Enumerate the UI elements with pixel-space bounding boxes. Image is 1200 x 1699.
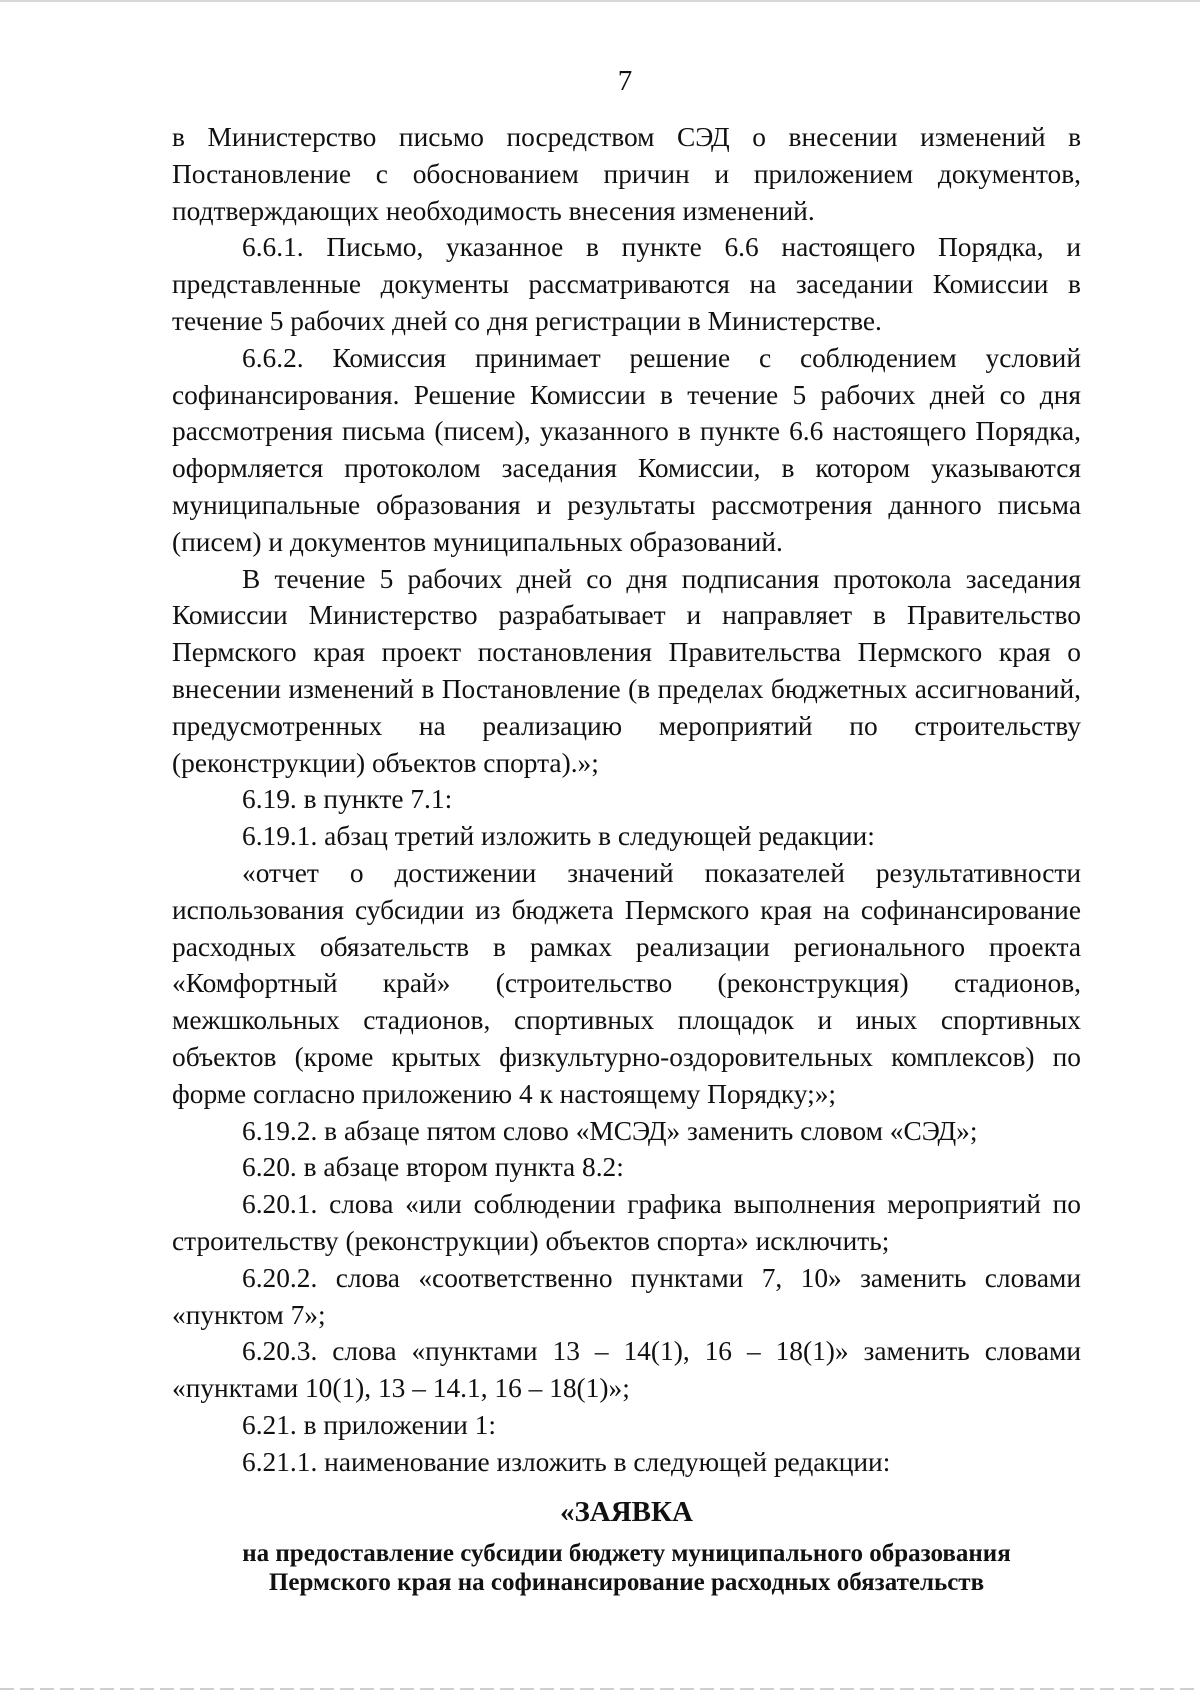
heading-title: «ЗАЯВКА [559, 1496, 693, 1528]
document-body [172, 119, 1081, 1480]
scan-edge-top [0, 0, 1200, 2]
paragraph-continuation: в Министерство письмо посредством СЭД о внесении изменений в Постановление с обоснованием причин и приложением документов, подтверждающих необходимость внесения изменений. [172, 122, 1081, 226]
paragraph-6-19: 6.19. в пункте 7.1: [242, 784, 453, 815]
application-heading [172, 1493, 1081, 1597]
paragraph-6-20-2: 6.20.2. слова «соответственно пунктами 7, 10» заменить словами «пунктом 7»; [172, 1262, 1081, 1330]
paragraph-6-19-2: 6.19.2. в абзаце пятом слово «МСЭД» заменить словом «СЭД»; [242, 1115, 978, 1146]
paragraph-6-21-1: 6.21.1. наименование изложить в следующей редакции: [242, 1446, 891, 1477]
heading-subtitle-line-2: Пермского края на софинансирование расходных обязательств [268, 1569, 985, 1596]
paragraph-6-6-2: 6.6.2. Комиссия принимает решение с соблюдением условий софинансирования. Решение Комиссии в течение 5 рабочих дней со дня рассмотрения письма (писем), указанного в пункте 6.6 настоящего Порядка, оформляется протоколом заседания Комиссии, в котором указываются муниципальные образования и результаты рассмотрения данного письма (писем) и документов муниципальных образований. [172, 342, 1081, 557]
paragraph-6-20-1: 6.20.1. слова «или соблюдении графика выполнения мероприятий по строительству (реконструкции) объектов спорта» исключить; [172, 1189, 1081, 1256]
scan-edge-bottom [0, 1688, 1200, 1690]
paragraph-6-6-1: 6.6.1. Письмо, указанное в пункте 6.6 настоящего Порядка, и представленные документы рассматриваются на заседании Комиссии в течение 5 рабочих дней со дня регистрации в Министерстве. [172, 232, 1081, 336]
paragraph-6-20-3: 6.20.3. слова «пунктами 13 – 14(1), 16 – 18(1)» заменить словами «пунктами 10(1), 13 – 14.1, 16 – 18(1)»; [172, 1336, 1081, 1404]
heading-subtitle-line-1: на предоставление субсидии бюджету муниципального образования [242, 1540, 1011, 1567]
paragraph-6-19-1: 6.19.1. абзац третий изложить в следующей редакции: [242, 821, 875, 852]
paragraph-report-quote: «отчет о достижении значений показателей результативности использования субсидии из бюджета Пермского края на софинансирование расходных обязательств в рамках реализации регионального проекта «Комфортный край» (строительство (реконструкция) стадионов, межшкольных стадионов, спортивных площадок и иных спортивных объектов (кроме крытых физкультурно-оздоровительных комплексов) по форме согласно приложению 4 к настоящему Порядку;»; [172, 857, 1081, 1109]
paragraph-commission-procedure: В течение 5 рабочих дней со дня подписания протокола заседания Комиссии Министерство разрабатывает и направляет в Правительство Пермского края проект постановления Правительства Пермского края о внесении изменений в Постановление (в пределах бюджетных ассигнований, предусмотренных на реализацию мероприятий по строительству (реконструкции) объектов спорта).»; [172, 563, 1081, 778]
page-number: 7 [617, 65, 633, 97]
paragraph-6-20: 6.20. в абзаце втором пункта 8.2: [242, 1152, 624, 1183]
paragraph-6-21: 6.21. в приложении 1: [242, 1409, 496, 1440]
